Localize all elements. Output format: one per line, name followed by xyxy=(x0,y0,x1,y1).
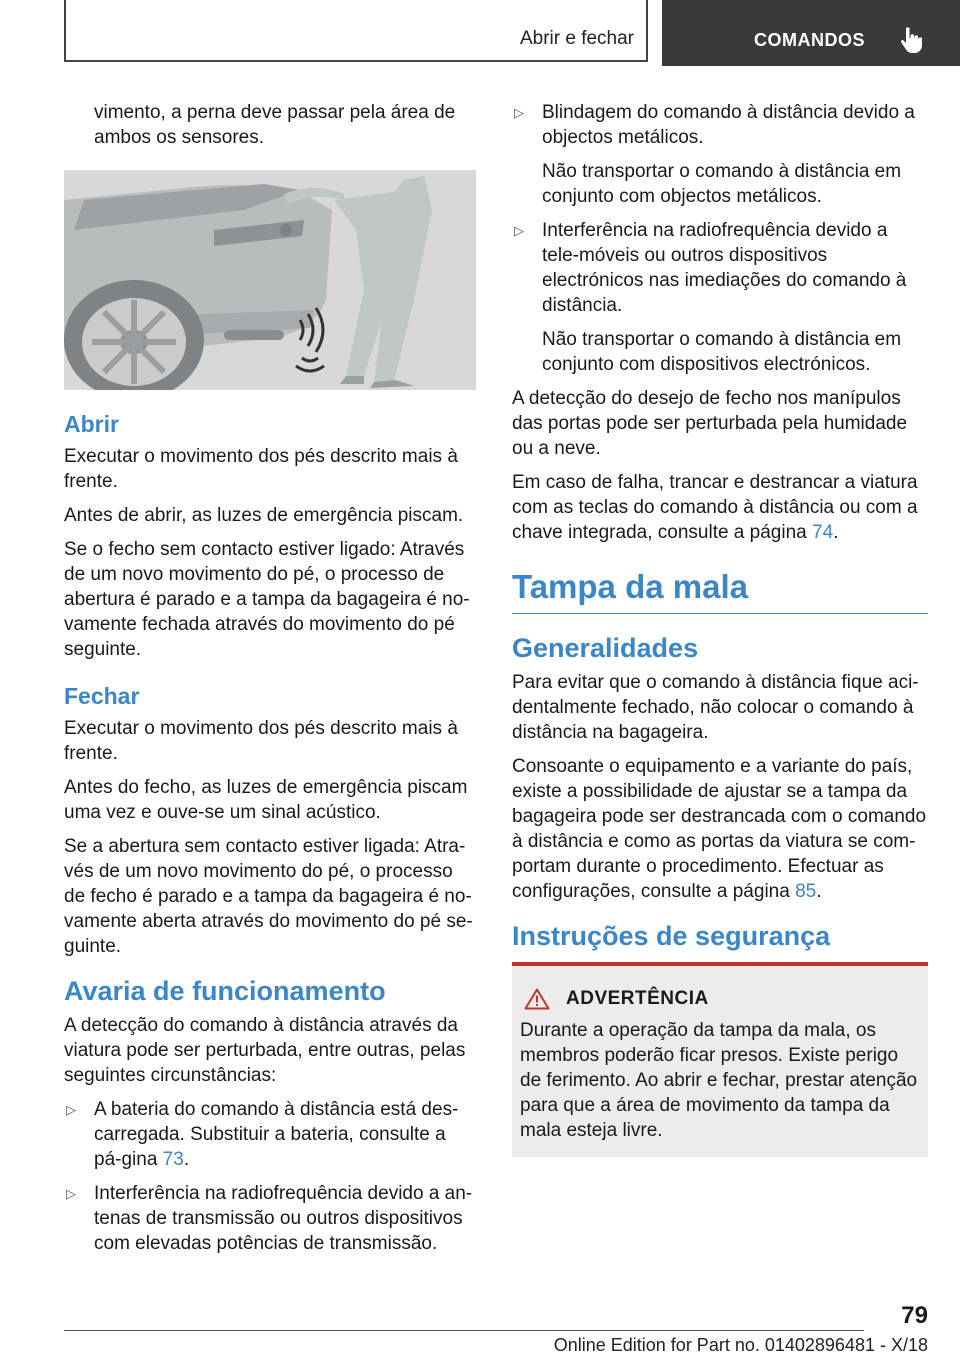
heading-abrir: Abrir xyxy=(64,411,119,437)
page-link-74[interactable]: 74 xyxy=(812,522,834,543)
bullet-triangle-icon: ▷ xyxy=(514,105,524,120)
avaria-p1: A detecção do comando à distância através da viatura pode ser perturbada, entre outras, pelas seguintes circunstâncias: xyxy=(64,1015,466,1086)
heading-instrucoes-seguranca: Instruções de segurança xyxy=(512,921,831,951)
left-column xyxy=(64,100,476,1265)
detection-paragraph: A detecção do desejo de fecho nos manípulos das portas pode ser perturbada pela humidade ou a neve. xyxy=(512,388,908,459)
warning-text: Durante a operação da tampa da mala, os membros poderão ficar presos. Existe perigo de ferimento. Ao abrir e fechar, prestar atenção para que a área de movimento da tampa da mala esteja livre. xyxy=(520,1020,918,1141)
fechar-p1: Executar o movimento dos pés descrito mais à frente. xyxy=(64,718,458,764)
fechar-p3: Se a abertura sem contacto estiver ligada: Atra‐vés de um novo movimento do pé, o processo de fecho é parado e a tampa da bagageira é no‐vamente aberta através do movimento do pé se‐guinte. xyxy=(64,836,473,957)
chapter-label: COMANDOS xyxy=(754,30,865,50)
abrir-p1: Executar o movimento dos pés descrito mais à frente. xyxy=(64,446,458,492)
abrir-p3: Se o fecho sem contacto estiver ligado: Através de um novo movimento do pé, o processo de abertura é parado e a tampa da bagageira é no‐vamente fechada através do movimento do pé seguinte. xyxy=(64,539,470,660)
heading-generalidades: Generalidades xyxy=(512,633,699,663)
generalidades-p2 xyxy=(512,754,928,904)
failure-end: . xyxy=(833,522,839,543)
illustration-svg xyxy=(64,170,476,390)
abrir-p2: Antes de abrir, as luzes de emergência piscam. xyxy=(64,505,464,526)
bullet-end: . xyxy=(183,1149,190,1170)
bullet-text: Interferência na radiofrequência devido a an‐tenas de transmissão ou outros dispositivos com elevadas potências de transmissão. xyxy=(94,1183,473,1254)
intro-paragraph: vimento, a perna deve passar pela área de ambos os sensores. xyxy=(94,102,456,148)
bullet-text: Interferência na radiofrequência devido a tele‐móveis ou outros dispositivos electrónicos nas imediações do comando à distância. xyxy=(542,220,907,316)
fechar-p2: Antes do fecho, as luzes de emergência piscam uma vez e ouve-se um sinal acústico. xyxy=(64,777,468,823)
header-chapter-tab xyxy=(662,0,960,66)
heading-tampa-da-mala: Tampa da mala xyxy=(512,568,748,605)
generalidades-p1: Para evitar que o comando à distância fique aci‐dentalmente fechado, não colocar o comando à distância na bagageira. xyxy=(512,672,919,743)
generalidades-text: Consoante o equipamento e a variante do país, existe a possibilidade de ajustar se a tampa da bagageira pode ser destrancada com o comando à distância e como as portas da viatura se com‐portam durante o procedimento. Efectuar as configurações, consulte a página xyxy=(512,756,927,902)
list-item xyxy=(512,100,928,150)
warning-box xyxy=(512,962,928,1157)
warning-title: ADVERTÊNCIA xyxy=(566,988,709,1009)
heading-avaria: Avaria de funcionamento xyxy=(64,976,386,1006)
list-item xyxy=(64,1097,476,1172)
generalidades-end: . xyxy=(816,881,822,902)
bullet-text: Blindagem do comando à distância devido a objectos metálicos. xyxy=(542,102,915,148)
bullet-triangle-icon: ▷ xyxy=(66,1186,76,1201)
page-header xyxy=(0,0,960,66)
list-item xyxy=(512,218,928,318)
warning-triangle-icon xyxy=(524,988,550,1010)
edition-footer: Online Edition for Part no. 01402896481 - X/18 xyxy=(553,1335,928,1355)
bullet-subtext: Não transportar o comando à distância em conjunto com dispositivos electrónicos. xyxy=(542,329,902,375)
bullet-triangle-icon: ▷ xyxy=(66,1102,76,1117)
footer-rule xyxy=(64,1330,864,1331)
bullet-subtext: Não transportar o comando à distância em conjunto com objectos metálicos. xyxy=(542,161,902,207)
heading-rule xyxy=(512,613,928,614)
bullet-text: A bateria do comando à distância está des‐carregada. Substituir a bateria, consulte a pá‐gina xyxy=(94,1099,459,1170)
list-item xyxy=(64,1181,476,1256)
right-column xyxy=(512,100,928,1157)
failure-text: Em caso de falha, trancar e destrancar a viatura com as teclas do comando à distância ou com a chave integrada, consulte a página xyxy=(512,472,918,543)
page-number: 79 xyxy=(901,1302,928,1329)
car-kick-sensor-illustration xyxy=(64,170,476,390)
page-link-73[interactable]: 73 xyxy=(162,1149,184,1170)
header-section-title: Abrir e fechar xyxy=(519,28,634,49)
pointing-hand-icon xyxy=(898,26,924,54)
bullet-triangle-icon: ▷ xyxy=(514,223,524,238)
failure-paragraph xyxy=(512,470,928,545)
warning-header xyxy=(520,988,920,1010)
page-link-85[interactable]: 85 xyxy=(795,881,817,902)
heading-fechar: Fechar xyxy=(64,683,140,709)
